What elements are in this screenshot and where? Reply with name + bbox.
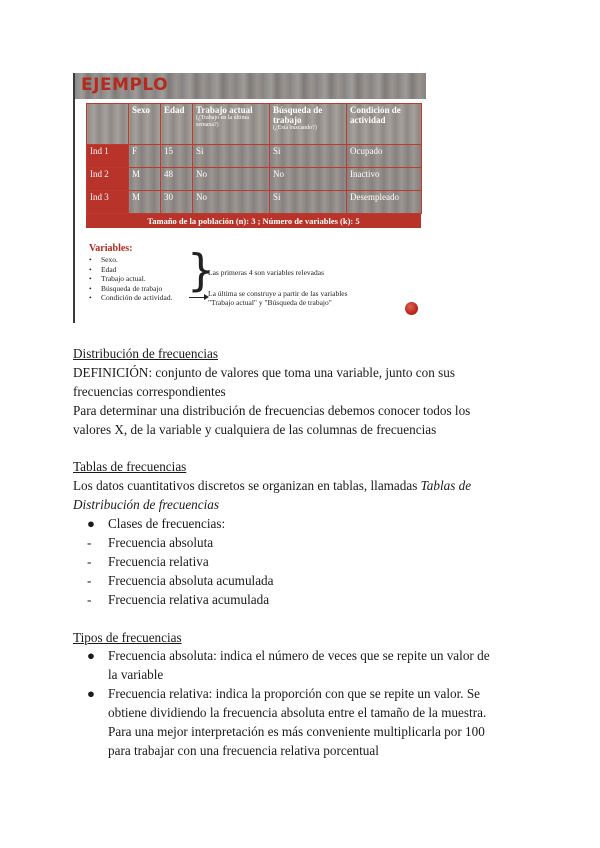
bullet-icon: ● bbox=[87, 686, 95, 702]
dash-icon: - bbox=[87, 572, 92, 588]
list-item-line: la variable bbox=[108, 667, 164, 683]
table-cell: No bbox=[193, 191, 270, 214]
bullet-icon: ● bbox=[87, 648, 95, 664]
list-item-line: para trabajar con una frecuencia relativa porcentual bbox=[108, 743, 379, 758]
arrow-right-icon bbox=[189, 297, 207, 298]
section-heading-tablas: Tablas de frecuencias bbox=[73, 459, 187, 475]
header-cell-trabajo: Trabajo actual (¿Trabajó en la última semana?) bbox=[193, 104, 270, 145]
dash-icon: - bbox=[87, 553, 92, 569]
definition-line-2: frecuencias correspondientes bbox=[73, 383, 226, 399]
paragraph-line bbox=[73, 477, 533, 496]
table-cell: Desempleado bbox=[347, 191, 422, 214]
note-construida bbox=[208, 289, 388, 307]
paragraph-line: valores X, de la variable y cualquiera de las columnas de frecuencias bbox=[73, 421, 437, 437]
list-item bbox=[73, 515, 533, 534]
table-cell: Inactivo bbox=[347, 168, 422, 191]
note-line: La última se construye a partir de las variables bbox=[208, 289, 348, 298]
curly-brace-icon: } bbox=[187, 245, 215, 296]
definition-label: DEFINICIÓN: bbox=[73, 364, 153, 380]
document-body bbox=[73, 345, 533, 761]
table-cell: Si bbox=[193, 145, 270, 168]
list-item bbox=[73, 572, 533, 591]
example-slide-image bbox=[73, 73, 426, 323]
table-cell: Ind 2 bbox=[87, 168, 129, 191]
list-item-line: Frecuencia relativa: indica la proporción con que se repite un valor. Se bbox=[108, 686, 481, 702]
table-cell: 30 bbox=[161, 191, 193, 214]
dash-icon: - bbox=[87, 591, 92, 607]
bullet-icon: ● bbox=[87, 516, 95, 532]
table-row bbox=[87, 145, 422, 168]
text-span: Los datos cuantitativos discretos se organizan en tablas, llamadas bbox=[73, 478, 421, 494]
table-cell: F bbox=[129, 145, 161, 168]
table-cell: Si bbox=[270, 145, 347, 168]
table-row bbox=[87, 168, 422, 191]
table-cell: M bbox=[129, 168, 161, 191]
header-cell-empty bbox=[87, 104, 129, 145]
list-item-label: Frecuencia absoluta acumulada bbox=[108, 572, 274, 588]
list-item-label: Frecuencia relativa acumulada bbox=[108, 591, 270, 607]
list-item-line: Para una mejor interpretación es más conveniente multiplicarla por 100 bbox=[108, 724, 485, 740]
list-item-label: Clases de frecuencias: bbox=[108, 516, 226, 532]
table-cell: 15 bbox=[161, 145, 193, 168]
section-heading-distribucion: Distribución de frecuencias bbox=[73, 346, 219, 361]
list-item: • Condición de actividad. bbox=[89, 293, 172, 303]
italic-term: Distribución de frecuencias bbox=[73, 497, 220, 513]
italic-term: Tablas de bbox=[420, 478, 472, 494]
table-cell: No bbox=[193, 168, 270, 191]
table-cell: Ind 1 bbox=[87, 145, 129, 168]
header-cell-condicion: Condición de actividad bbox=[347, 104, 422, 145]
list-item bbox=[73, 647, 533, 685]
section-heading-tipos: Tipos de frecuencias bbox=[73, 629, 182, 645]
table-row bbox=[87, 191, 422, 214]
tipos-list bbox=[73, 647, 533, 760]
table-cell: M bbox=[129, 191, 161, 214]
list-item: • Edad bbox=[89, 265, 172, 275]
list-item: • Trabajo actual. bbox=[89, 274, 172, 284]
list-item bbox=[73, 591, 533, 610]
dash-icon: - bbox=[87, 535, 92, 551]
variables-title: Variables: bbox=[89, 243, 133, 254]
list-item bbox=[73, 534, 533, 553]
clases-list bbox=[73, 515, 533, 610]
population-summary-bar: Tamaño de la población (n): 3 ; Número de variables (k): 5 bbox=[86, 214, 421, 228]
list-item-label: Frecuencia relativa bbox=[108, 553, 209, 569]
header-cell-sexo: Sexo bbox=[129, 104, 161, 145]
table-cell: Ind 3 bbox=[87, 191, 129, 214]
header-cell-busqueda: Búsqueda de trabajo (¿Está buscando?) bbox=[270, 104, 347, 145]
variables-list bbox=[89, 255, 172, 303]
paragraph-line: Para determinar una distribución de frecuencias debemos conocer todos los bbox=[73, 402, 471, 418]
table-cell: Si bbox=[270, 191, 347, 214]
example-table bbox=[86, 103, 421, 214]
list-item bbox=[73, 553, 533, 572]
list-item: • Sexo. bbox=[89, 255, 172, 265]
definition-text: conjunto de valores que toma una variable, junto con sus bbox=[152, 364, 455, 380]
list-item: • Búsqueda de trabajo bbox=[89, 284, 172, 294]
list-item-line: obtiene dividiendo la frecuencia absoluta entre el tamaño de la muestra. bbox=[108, 705, 487, 721]
list-item-line: Frecuencia absoluta: indica el número de veces que se repite un valor de bbox=[108, 648, 490, 664]
header-cell-edad: Edad bbox=[161, 104, 193, 145]
note-line: "Trabajo actual" y "Búsqueda de trabajo" bbox=[208, 298, 332, 307]
table-cell: No bbox=[270, 168, 347, 191]
note-relevadas: Las primeras 4 son variables relevadas bbox=[208, 268, 324, 277]
list-item bbox=[73, 685, 533, 761]
table-cell: 48 bbox=[161, 168, 193, 191]
definition-line bbox=[73, 364, 533, 383]
table-header-row bbox=[87, 104, 422, 145]
slide-title: EJEMPLO bbox=[81, 75, 169, 95]
red-circle-icon bbox=[405, 302, 418, 315]
list-item-label: Frecuencia absoluta bbox=[108, 535, 214, 551]
table-cell: Ocupado bbox=[347, 145, 422, 168]
